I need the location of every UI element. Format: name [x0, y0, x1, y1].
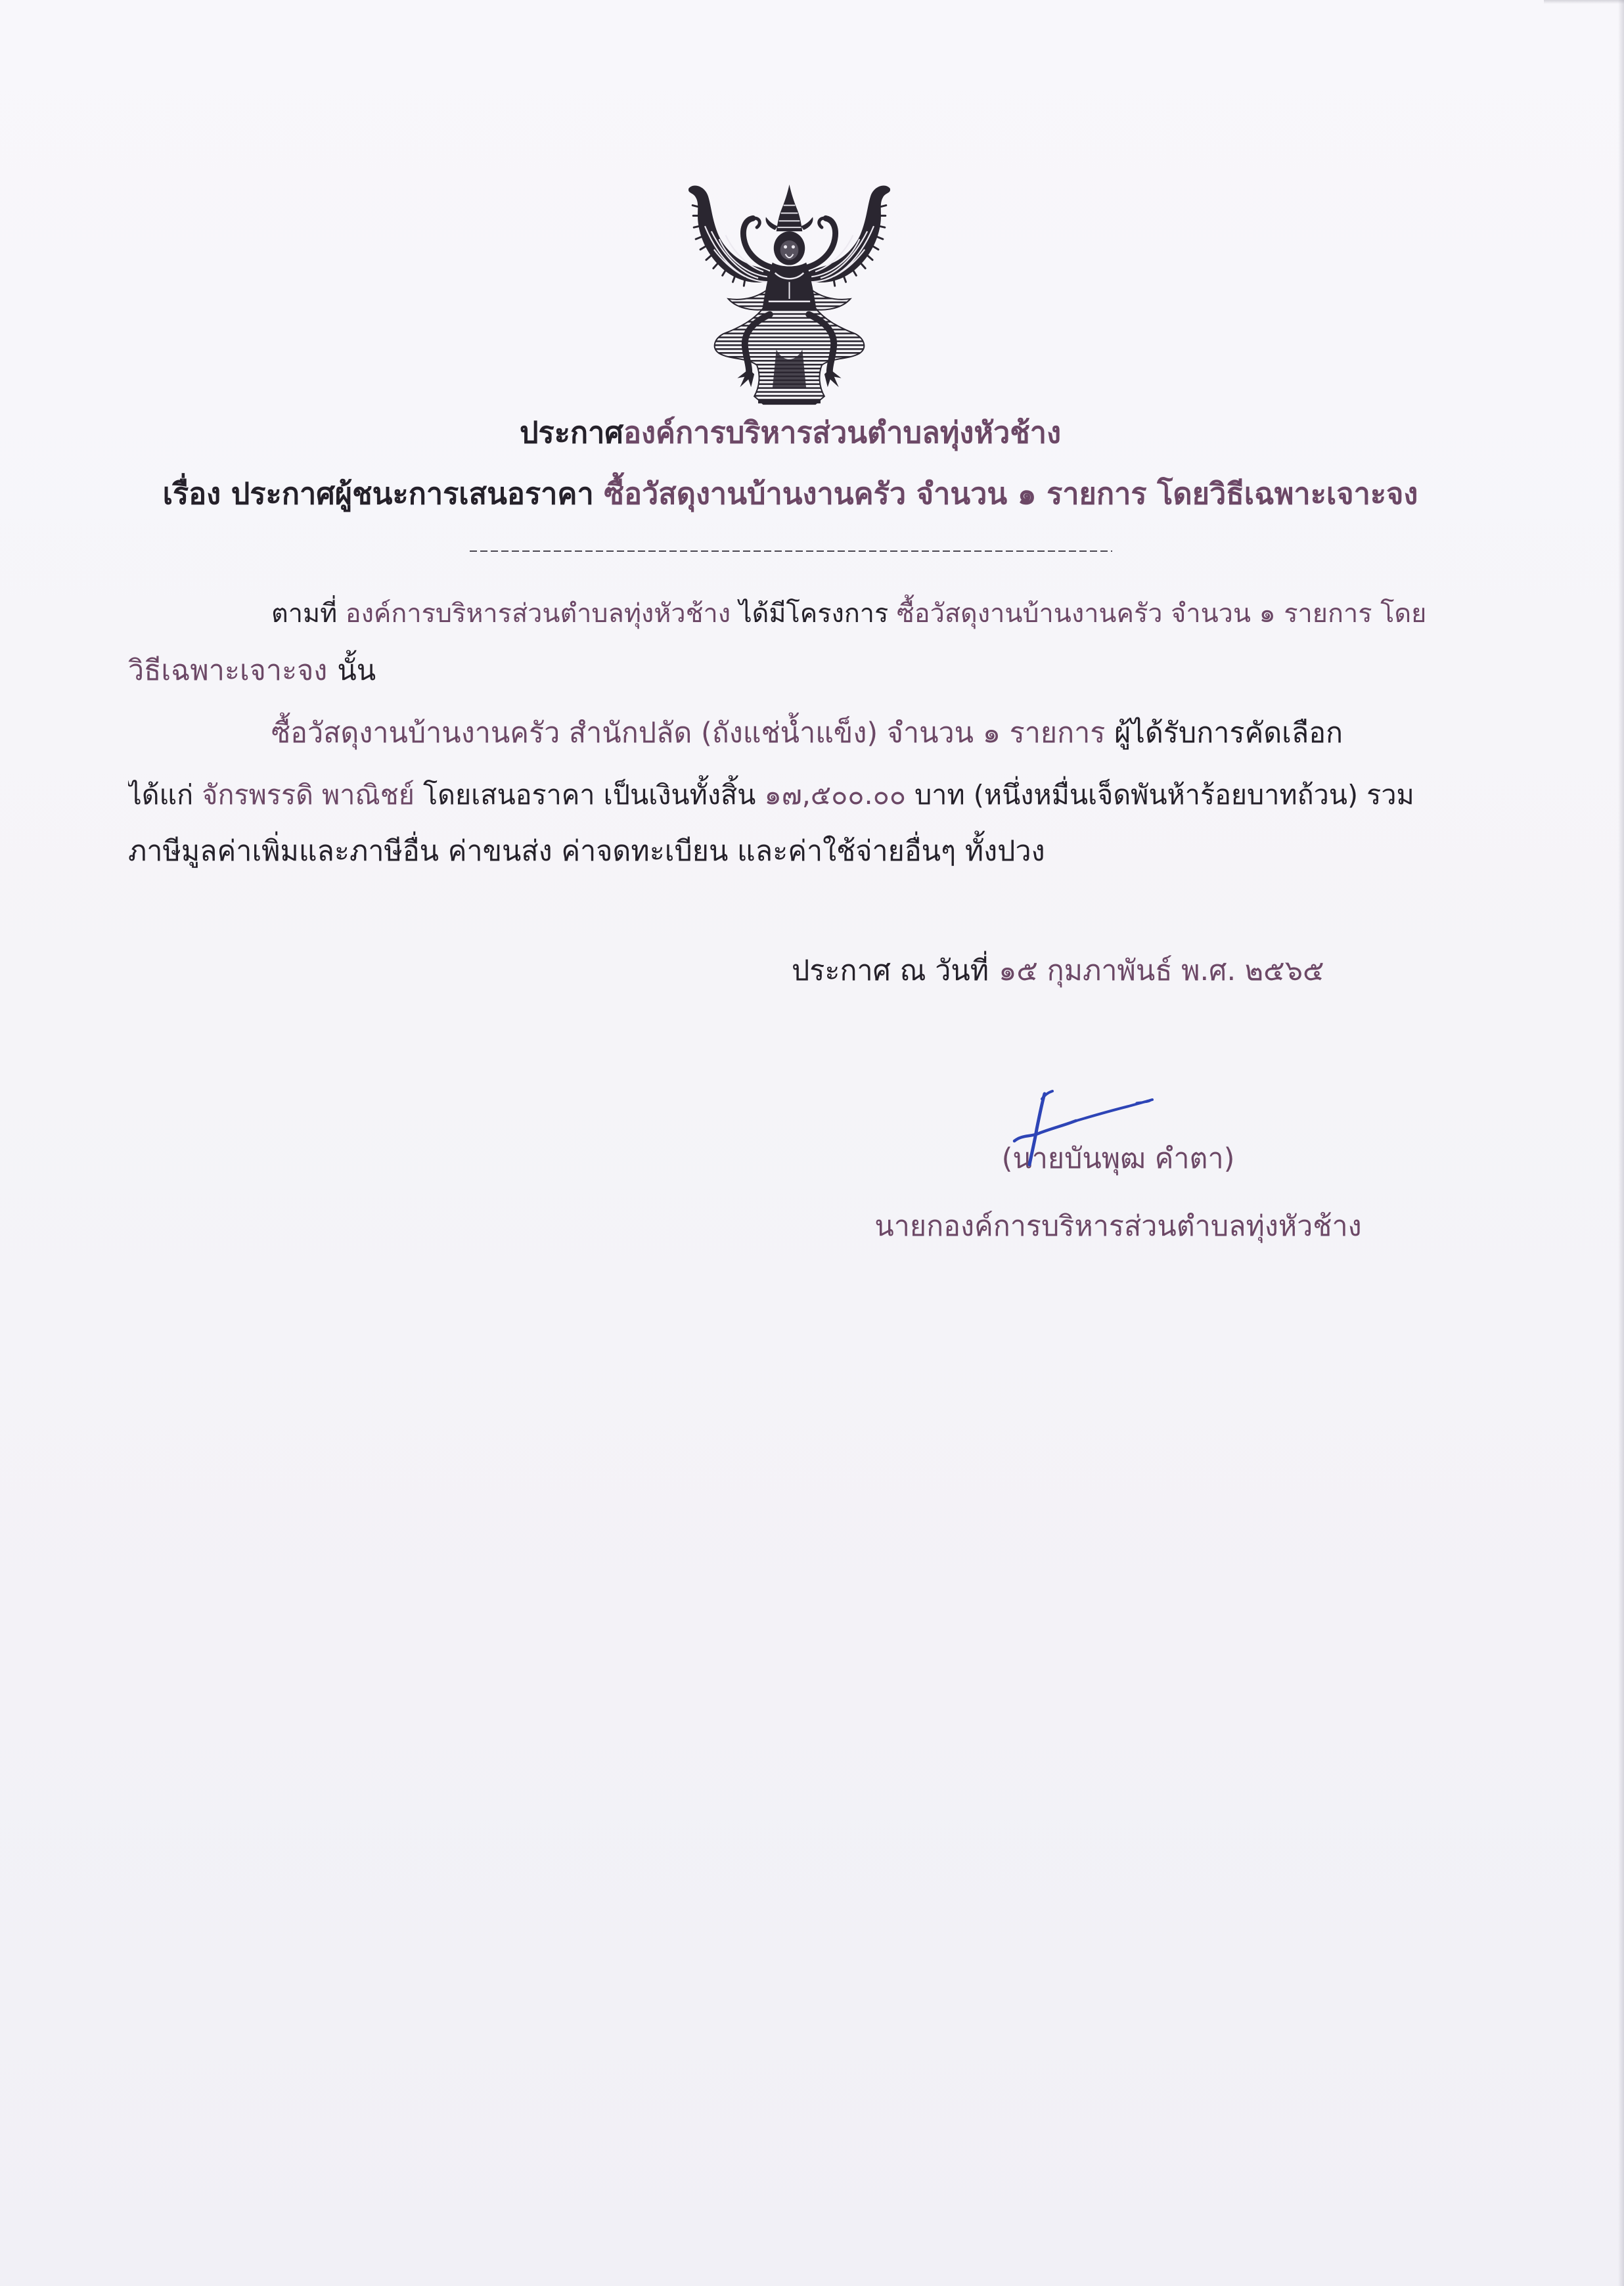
- signatory-position-text: นายกองค์การบริหารส่วนตำบลทุ่งหัวช้าง: [874, 1210, 1362, 1243]
- p1-project-cont: วิธีเฉพาะเจาะจง: [128, 654, 328, 687]
- announcement-title: [128, 405, 1453, 460]
- p1-closing: นั้น: [337, 654, 376, 687]
- paragraph-2-line-3: [128, 824, 1453, 879]
- p2-winner: จักรพรรดิ พาณิชย์: [202, 779, 415, 811]
- title-separator: [470, 550, 1112, 552]
- signatory-name-text: (นายบันพุฒ คำตา): [1001, 1142, 1235, 1175]
- garuda-emblem-icon: [685, 181, 893, 411]
- date-label: ประกาศ ณ วันที่: [792, 954, 989, 987]
- announcement-subject: [128, 466, 1453, 522]
- p2-selected-label: ผู้ได้รับการคัดเลือก: [1114, 717, 1343, 750]
- p2-inclusions: ภาษีมูลค่าเพิ่มและภาษีอื่น ค่าขนส่ง ค่าจดทะเบียน และค่าใช้จ่ายอื่นๆ ทั้งปวง: [128, 835, 1045, 868]
- p2-price-label: โดยเสนอราคา เป็นเงินทั้งสิ้น: [423, 779, 756, 811]
- title-prefix: ประกาศ: [519, 415, 623, 450]
- title-agency: องค์การบริหารส่วนตำบลทุ่งหัวช้าง: [623, 415, 1062, 450]
- announcement-date: [792, 943, 1449, 998]
- scan-edge-shadow: [1618, 0, 1624, 2286]
- signatory-position: [855, 1199, 1381, 1254]
- p2-amount: ๑๗,๕๐๐.๐๐: [764, 779, 906, 811]
- p1-agency: องค์การบริหารส่วนตำบลทุ่งหัวช้าง: [345, 598, 731, 629]
- subject-value: ซื้อวัสดุงานบ้านงานครัว จำนวน ๑ รายการ โดยวิธีเฉพาะเจาะจง: [604, 476, 1418, 511]
- p2-item: ซื้อวัสดุงานบ้านงานครัว สำนักปลัด (ถังแช่น้ำแข็ง) จำนวน ๑ รายการ: [271, 717, 1106, 750]
- p1-connector: ได้มีโครงการ: [738, 598, 889, 629]
- p1-project: ซื้อวัสดุงานบ้านงานครัว จำนวน ๑ รายการ โดย: [896, 598, 1427, 629]
- p2-winner-label: ได้แก่: [128, 779, 194, 811]
- p1-lead: ตามที่: [271, 598, 338, 629]
- date-value: ๑๕ กุมภาพันธ์ พ.ศ. ๒๕๖๕: [999, 954, 1324, 987]
- signatory-name: [855, 1131, 1381, 1186]
- paragraph-2-line-1: [128, 706, 1453, 761]
- paragraph-2-line-2: [128, 767, 1453, 822]
- scan-edge-mark: [1544, 0, 1624, 4]
- paragraph-1-line-1: [128, 586, 1453, 641]
- p2-amount-text: บาท (หนึ่งหมื่นเจ็ดพันห้าร้อยบาทถ้วน) รวม: [914, 779, 1414, 811]
- paragraph-1-line-2: [128, 643, 1453, 698]
- subject-label: เรื่อง ประกาศผู้ชนะการเสนอราคา: [162, 476, 594, 511]
